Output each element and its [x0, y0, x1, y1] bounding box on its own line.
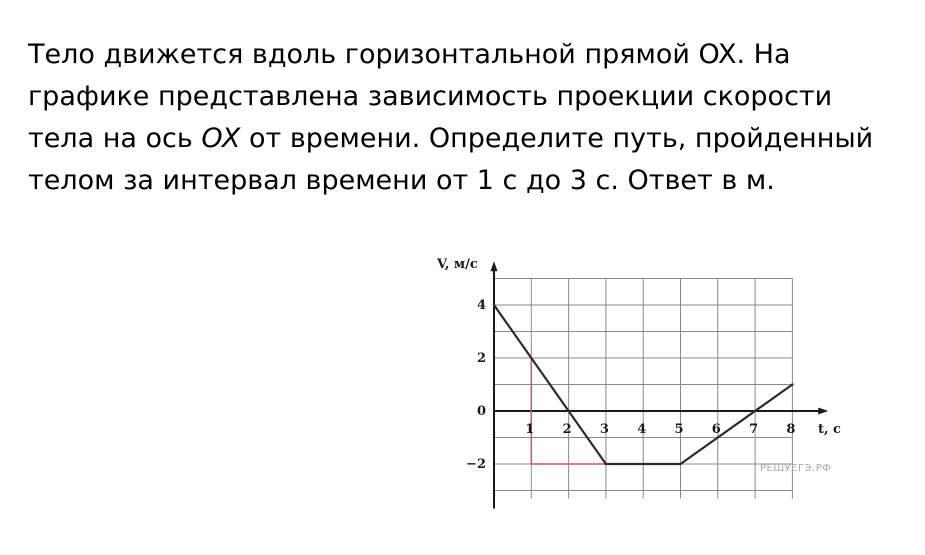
watermark: РЕШУЕГЭ.РФ: [760, 463, 832, 474]
x-tick-label: 8: [786, 422, 796, 437]
x-axis-label: t, с: [818, 422, 841, 437]
problem-line-1: Тело движется вдоль горизонтальной прямой OX. На: [28, 39, 791, 70]
data-point: [493, 304, 495, 306]
x-tick-label: 4: [637, 422, 647, 437]
y-tick-label: 2: [476, 351, 486, 366]
x-tick-label: 7: [749, 422, 759, 437]
problem-line-4: телом за интервал времени от 1 с до 3 с. Ответ в м.: [28, 165, 775, 196]
y-tick-label: 0: [476, 404, 486, 419]
problem-line-3-end: от времени. Определите путь, пройденный: [240, 123, 874, 154]
x-axis-arrow-icon: [818, 408, 828, 415]
y-tick-label: −2: [466, 457, 486, 472]
axis-name-ox: OX: [201, 123, 241, 154]
grid: [494, 279, 792, 499]
data-point: [791, 383, 793, 385]
y-axis-arrow-icon: [491, 261, 498, 271]
problem-line-2: графике представлена зависимость проекции скорости: [28, 81, 833, 112]
data-point: [605, 463, 607, 465]
x-tick-label: 3: [599, 422, 609, 437]
problem-line-3-start: тела на ось: [28, 123, 202, 154]
x-tick-label: 1: [525, 422, 535, 437]
x-tick-label: 2: [562, 422, 572, 437]
y-tick-label: 4: [476, 298, 486, 313]
y-axis-label: V, м/с: [437, 257, 478, 272]
x-tick-label: 6: [711, 422, 721, 437]
data-point: [679, 463, 681, 465]
x-tick-label: 5: [674, 422, 684, 437]
